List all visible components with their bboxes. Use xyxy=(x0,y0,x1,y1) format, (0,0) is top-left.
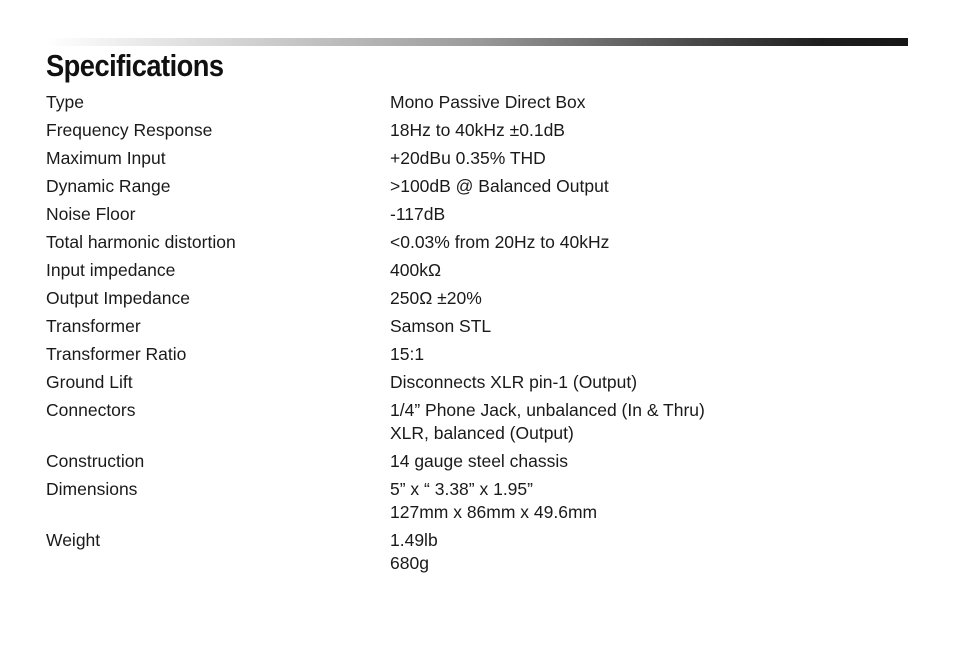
spec-value-line: 400kΩ xyxy=(390,260,442,280)
spec-value xyxy=(390,203,906,226)
spec-label: Transformer Ratio xyxy=(46,344,187,364)
spec-value xyxy=(390,399,906,445)
spec-value-line: 14 gauge steel chassis xyxy=(390,451,569,471)
spec-row xyxy=(46,449,906,477)
spec-value xyxy=(390,231,906,254)
spec-value-line: >100dB @ Balanced Output xyxy=(390,176,609,196)
spec-value-line: XLR, balanced (Output) xyxy=(390,423,574,443)
specifications-table xyxy=(46,90,906,579)
spec-value xyxy=(390,371,906,394)
spec-value-line: 15:1 xyxy=(390,344,425,364)
spec-label: Ground Lift xyxy=(46,372,133,392)
spec-label: Transformer xyxy=(46,316,141,336)
spec-label: Connectors xyxy=(46,400,136,420)
spec-value-line: Mono Passive Direct Box xyxy=(390,92,586,112)
spec-value-line: 127mm x 86mm x 49.6mm xyxy=(390,502,598,522)
spec-value xyxy=(390,450,906,473)
spec-value-line: +20dBu 0.35% THD xyxy=(390,148,546,168)
spec-row xyxy=(46,286,906,314)
spec-value-line: -117dB xyxy=(390,204,446,224)
spec-value xyxy=(390,529,906,575)
spec-value xyxy=(390,119,906,142)
spec-value-line: <0.03% from 20Hz to 40kHz xyxy=(390,232,610,252)
spec-label: Dynamic Range xyxy=(46,176,171,196)
spec-row xyxy=(46,370,906,398)
spec-label: Output Impedance xyxy=(46,288,190,308)
spec-value xyxy=(390,175,906,198)
spec-row xyxy=(46,174,906,202)
spec-value-line: 5” x “ 3.38” x 1.95” xyxy=(390,479,533,499)
spec-value-line: Samson STL xyxy=(390,316,492,336)
spec-value-line: 1/4” Phone Jack, unbalanced (In & Thru) xyxy=(390,400,705,420)
header-gradient-bar xyxy=(46,38,908,46)
spec-value xyxy=(390,287,906,310)
spec-value-line: Disconnects XLR pin-1 (Output) xyxy=(390,372,638,392)
spec-row xyxy=(46,528,906,579)
spec-value-line: 18Hz to 40kHz ±0.1dB xyxy=(390,120,565,140)
spec-label: Type xyxy=(46,92,84,112)
spec-row xyxy=(46,202,906,230)
spec-row xyxy=(46,314,906,342)
spec-row xyxy=(46,477,906,528)
spec-row xyxy=(46,146,906,174)
spec-label: Total harmonic distortion xyxy=(46,232,236,252)
spec-label: Maximum Input xyxy=(46,148,166,168)
spec-label: Noise Floor xyxy=(46,204,136,224)
spec-label: Input impedance xyxy=(46,260,176,280)
spec-value-line: 250Ω ±20% xyxy=(390,288,482,308)
spec-row xyxy=(46,398,906,449)
spec-label: Weight xyxy=(46,530,101,550)
spec-value xyxy=(390,478,906,524)
spec-value xyxy=(390,315,906,338)
spec-row xyxy=(46,118,906,146)
spec-row xyxy=(46,90,906,118)
spec-value xyxy=(390,259,906,282)
spec-value xyxy=(390,91,906,114)
spec-value xyxy=(390,343,906,366)
spec-row xyxy=(46,342,906,370)
spec-value-line: 680g xyxy=(390,553,429,573)
spec-row xyxy=(46,230,906,258)
spec-label: Dimensions xyxy=(46,479,138,499)
spec-label: Frequency Response xyxy=(46,120,213,140)
page-title: Specifications xyxy=(46,48,224,83)
spec-value-line: 1.49lb xyxy=(390,530,438,550)
spec-value xyxy=(390,147,906,170)
spec-row xyxy=(46,258,906,286)
spec-label: Construction xyxy=(46,451,145,471)
